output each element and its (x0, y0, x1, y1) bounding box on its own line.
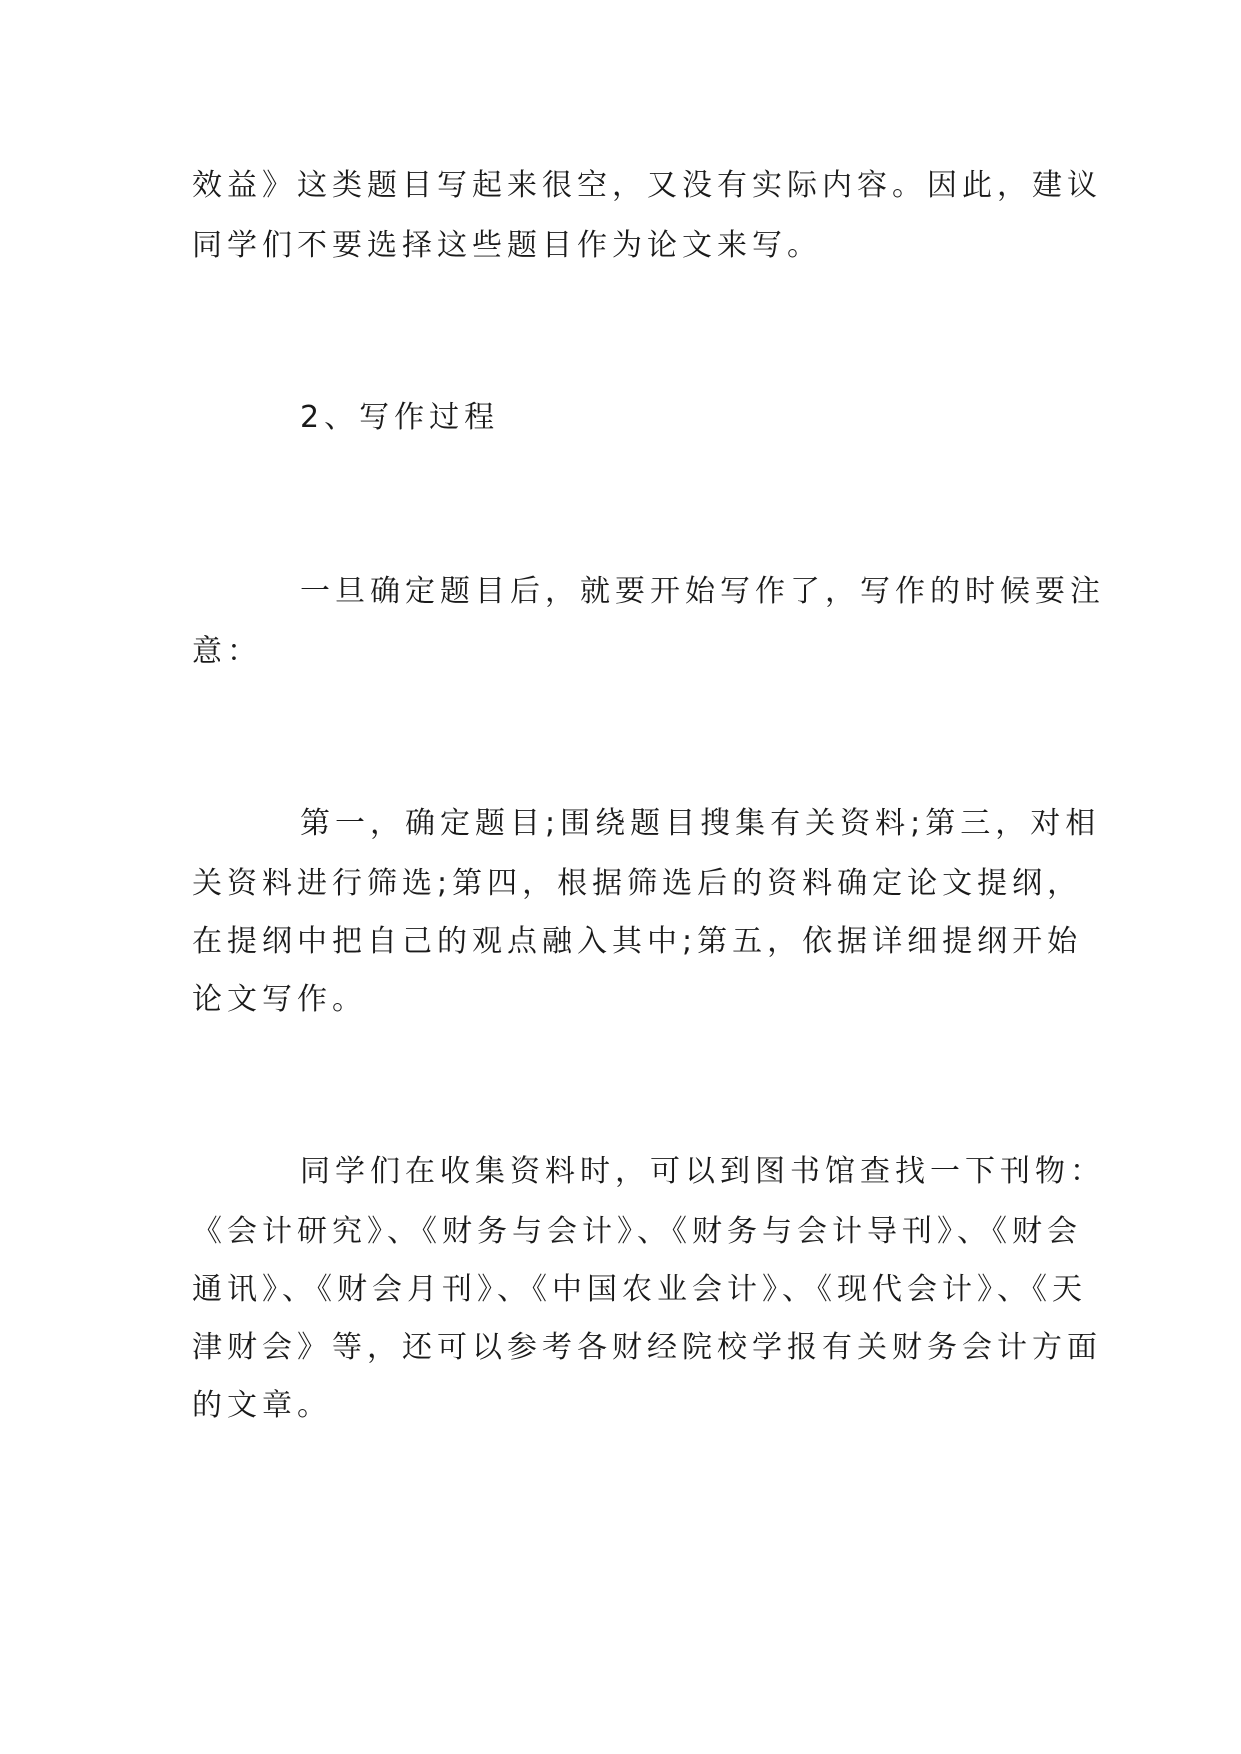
text-line: 关资料进行筛选;第四，根据筛选后的资料确定论文提纲， (192, 866, 1083, 901)
text-line: 意： (192, 634, 262, 669)
text-line: 津财会》等，还可以参考各财经院校学报有关财务会计方面 (192, 1330, 1102, 1365)
text-line: 一旦确定题目后，就要开始写作了，写作的时候要注 (300, 574, 1105, 609)
text-line: 效益》这类题目写起来很空，又没有实际内容。因此，建议 (192, 168, 1102, 203)
text-line: 在提纲中把自己的观点融入其中;第五，依据详细提纲开始 (192, 924, 1083, 959)
text-line: 的文章。 (192, 1388, 332, 1423)
text-line: 《会计研究》、《财务与会计》、《财务与会计导刊》、《财会 (192, 1214, 1082, 1249)
text-line: 论文写作。 (192, 982, 367, 1017)
section-heading: 2、写作过程 (300, 400, 500, 435)
text-line: 通讯》、《财会月刊》、《中国农业会计》、《现代会计》、《天 (192, 1272, 1087, 1307)
text-line: 同学们不要选择这些题目作为论文来写。 (192, 228, 822, 263)
text-line: 第一，确定题目;围绕题目搜集有关资料;第三，对相 (300, 806, 1101, 841)
text-line: 同学们在收集资料时，可以到图书馆查找一下刊物： (300, 1154, 1105, 1189)
